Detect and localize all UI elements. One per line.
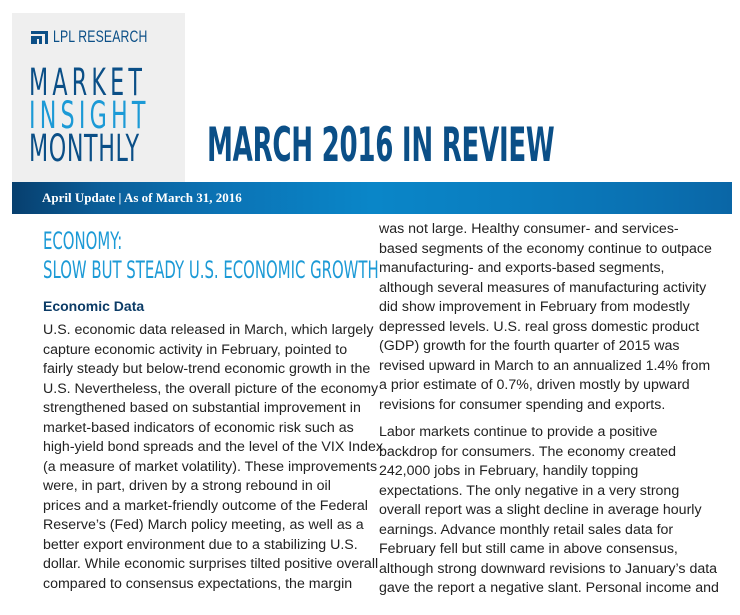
- text-line: depressed levels. U.S. real gross domestic product: [379, 318, 700, 335]
- text-line: gave the report a negative slant. Personal income and: [379, 580, 719, 596]
- text-line: strengthened based on substantial improvement in: [43, 400, 361, 416]
- text-line: market-based indicators of economic risk such as: [43, 419, 354, 436]
- text-line: U.S. economic data released in March, which largely: [43, 322, 374, 338]
- text-line: did show improvement in February from modestly: [379, 299, 690, 315]
- text-line: although strong downward revisions to January’s data: [379, 560, 718, 577]
- text-line: revised upward in March to an annualized 1.4% from: [379, 357, 711, 374]
- brand: [31, 27, 184, 47]
- text-line: (a measure of market volatility). These improvements: [43, 458, 378, 475]
- text-line: U.S. Nevertheless, the overall picture of the economy: [43, 380, 379, 397]
- lpl-logo-icon: [31, 31, 48, 44]
- subhead-economic-data: Economic Data: [43, 298, 145, 314]
- text-line: overall report was a slight decline in average hourly: [379, 502, 702, 518]
- text-line: Reserve’s (Fed) March policy meeting, as well as a: [43, 517, 364, 533]
- right-column: [379, 220, 734, 599]
- text-line: February fell but still came in above consensus,: [379, 541, 678, 557]
- paragraph-gap: [379, 415, 734, 423]
- text-line: expectations. The only negative in a very strong: [379, 482, 680, 499]
- page-title: MARCH 2016 IN REVIEW: [207, 118, 555, 173]
- text-line: backdrop for consumers. The economy created: [379, 443, 677, 460]
- text-line: were, in part, driven by a strong rebound in oil: [43, 478, 331, 494]
- text-line: dollar. While economic surprises tilted positive overall: [43, 556, 379, 572]
- text-line: high-yield bond spreads and the level of the VIX Index: [43, 439, 383, 455]
- banner-text: April Update | As of March 31, 2016: [42, 190, 242, 205]
- text-line: based segments of the economy continue to outpace: [379, 240, 712, 257]
- text-line: (GDP) growth for the fourth quarter of 2015 was: [379, 338, 680, 354]
- section-title: ECONOMY:: [43, 227, 123, 255]
- text-line: prices and a market-friendly outcome of the Federal: [43, 497, 368, 514]
- masthead-insight: INSIGHT: [29, 94, 150, 137]
- left-column: [43, 321, 383, 594]
- text-line: capture economic activity in February, pointed to: [43, 341, 348, 358]
- text-line: better export environment due to a stabilizing U.S.: [43, 536, 358, 553]
- text-line: compared to consensus expectations, the margin: [43, 575, 353, 592]
- brand-name: LPL RESEARCH: [53, 27, 148, 46]
- text-line: revisions for consumer spending and exports.: [379, 396, 666, 413]
- date-banner: [12, 182, 732, 214]
- text-line: was not large. Healthy consumer- and services-: [379, 221, 679, 237]
- text-line: Labor markets continue to provide a positive: [379, 424, 658, 440]
- text-line: manufacturing- and exports-based segments,: [379, 260, 665, 276]
- masthead-market: MARKET: [29, 61, 147, 104]
- text-line: 242,000 jobs in February, handily topping: [379, 463, 639, 479]
- masthead-monthly: MONTHLY: [29, 127, 140, 170]
- text-line: although several measures of manufacturing activity: [379, 279, 707, 296]
- text-line: a prior estimate of 0.7%, driven mostly by upward: [379, 377, 690, 393]
- text-line: fairly steady but below-trend economic growth in the: [43, 361, 371, 377]
- section-subtitle: SLOW BUT STEADY U.S. ECONOMIC GROWTH: [43, 256, 379, 284]
- text-line: earnings. Advance monthly retail sales data for: [379, 521, 674, 538]
